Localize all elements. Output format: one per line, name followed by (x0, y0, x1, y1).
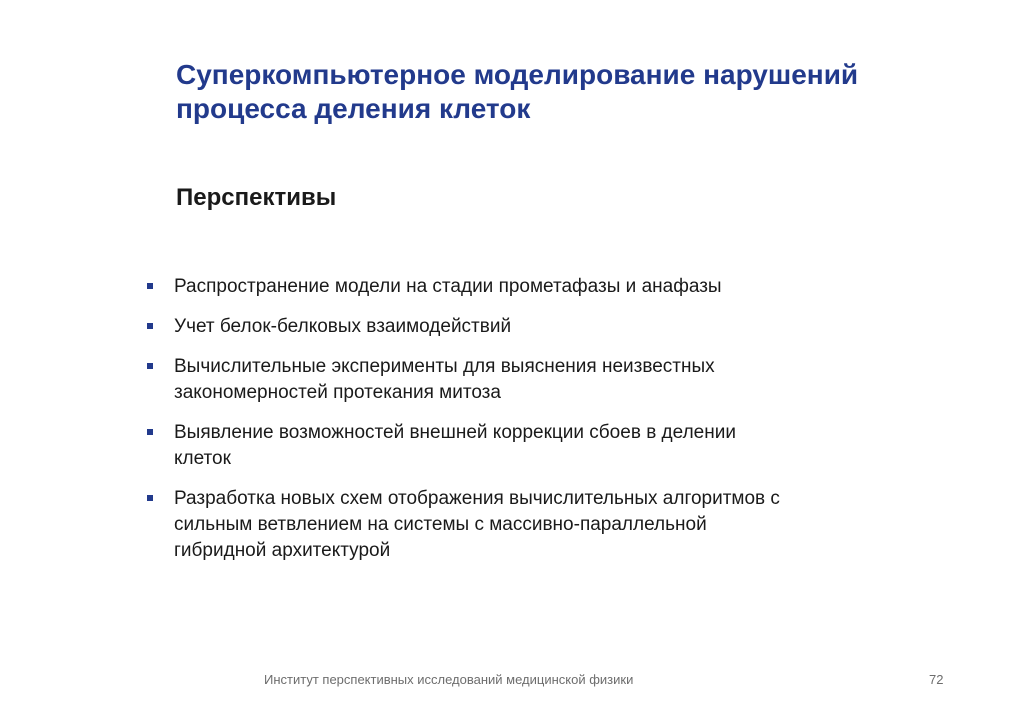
square-bullet-icon (147, 429, 153, 435)
square-bullet-icon (147, 363, 153, 369)
bullet-text-line: Разработка новых схем отображения вычислительных алгоритмов с (174, 488, 780, 509)
bullet-text-line: закономерностей протекания митоза (174, 382, 501, 403)
bullet-item (147, 354, 867, 406)
slide-title (176, 58, 896, 126)
slide-footer (0, 670, 1024, 690)
slide-title-line: Суперкомпьютерное моделирование нарушений (176, 59, 859, 90)
bullet-text-line: Вычислительные эксперименты для выяснения неизвестных (174, 356, 715, 377)
square-bullet-icon (147, 495, 153, 501)
bullet-text-line: гибридной архитектурой (174, 540, 391, 561)
bullet-text-line: Выявление возможностей внешней коррекции сбоев в делении (174, 422, 736, 443)
bullet-item (147, 274, 867, 300)
page-number: 72 (929, 672, 944, 687)
bullet-item (147, 314, 867, 340)
bullet-text-line: клеток (174, 448, 231, 469)
bullet-text-line: Распространение модели на стадии прометафазы и анафазы (174, 276, 722, 297)
bullet-text-line: Учет белок-белковых взаимодействий (174, 316, 512, 337)
square-bullet-icon (147, 283, 153, 289)
square-bullet-icon (147, 323, 153, 329)
bullet-list (147, 274, 867, 578)
section-heading: Перспективы (176, 184, 337, 211)
bullet-item (147, 420, 867, 472)
institute-name: Институт перспективных исследований медицинской физики (264, 672, 634, 687)
slide-title-line: процесса деления клеток (176, 93, 531, 124)
bullet-text-line: сильным ветвлением на системы с массивно-параллельной (174, 514, 707, 535)
bullet-item (147, 486, 867, 564)
